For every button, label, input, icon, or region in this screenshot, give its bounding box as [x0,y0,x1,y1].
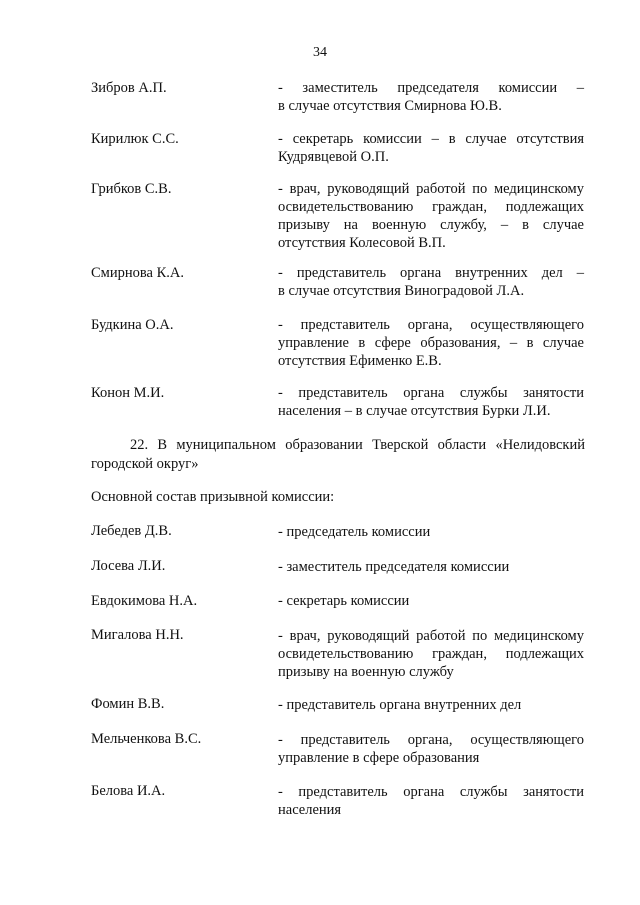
role-line: Кудрявцевой О.П. [278,149,389,165]
member-name: Грибков С.В. [91,181,172,197]
member-name: Будкина О.А. [91,317,174,333]
role-line: отсутствия Ефименко Е.В. [278,353,442,369]
role-line: освидетельствованию граждан, подлежащих [278,646,584,662]
role-line: населения – в случае отсутствия Бурки Л.И. [278,403,551,419]
role-line: призыву на военную службу [278,664,454,680]
member-name: Лосева Л.И. [91,558,166,574]
role-line: - председатель комиссии [278,524,431,540]
member-role [278,783,584,819]
member-name: Белова И.А. [91,783,166,799]
role-line: в случае отсутствия Виноградовой Л.А. [278,283,525,299]
role-line: - представитель органа службы занятости [278,784,584,800]
page-number: 34 [313,45,327,60]
role-line: освидетельствованию граждан, подлежащих [278,199,584,215]
member-name: Евдокимова Н.А. [91,593,198,609]
section-subheading: Основной состав призывной комиссии: [91,489,335,505]
role-line: - заместитель председателя комиссии [278,559,510,575]
role-line: в случае отсутствия Смирнова Ю.В. [278,98,502,114]
member-role [278,523,584,541]
member-role [278,79,584,115]
role-line: - врач, руководящий работой по медицинскому [278,181,584,197]
role-line: - заместитель председателя комиссии – [278,80,584,96]
member-role [278,384,584,420]
role-line: - представитель органа, осуществляющего [278,317,584,333]
member-name: Лебедев Д.В. [91,523,172,539]
role-line: отсутствия Колесовой В.П. [278,235,446,251]
member-role [278,731,584,767]
member-role [278,316,584,370]
member-role [278,558,584,576]
member-name: Фомин В.В. [91,696,165,712]
role-line: - представитель органа внутренних дел [278,697,522,713]
paragraph-line: городской округ» [91,456,199,472]
role-line: - секретарь комиссии – в случае отсутствия [278,131,584,147]
member-name: Смирнова К.А. [91,265,184,281]
member-name: Мигалова Н.Н. [91,627,184,643]
member-role [278,264,584,300]
role-line: - представитель органа внутренних дел – [278,265,584,281]
role-line: управление в сфере образования, – в случае [278,335,584,351]
role-line: управление в сфере образования [278,750,480,766]
member-name: Конон М.И. [91,385,165,401]
paragraph-22 [91,436,585,474]
member-role [278,130,584,166]
role-line: призыву на военную службу, – в случае [278,217,584,233]
member-name: Кирилюк С.С. [91,131,179,147]
role-line: населения [278,802,342,818]
member-name: Мельченкова В.С. [91,731,202,747]
member-role [278,592,584,610]
paragraph-line: 22. В муниципальном образовании Тверской области «Нелидовский [130,437,585,453]
member-role [278,696,584,714]
member-role [278,627,584,681]
role-line: - секретарь комиссии [278,593,410,609]
role-line: - представитель органа, осуществляющего [278,732,584,748]
member-role [278,180,584,252]
member-name: Зибров А.П. [91,80,167,96]
role-line: - врач, руководящий работой по медицинскому [278,628,584,644]
role-line: - представитель органа службы занятости [278,385,584,401]
